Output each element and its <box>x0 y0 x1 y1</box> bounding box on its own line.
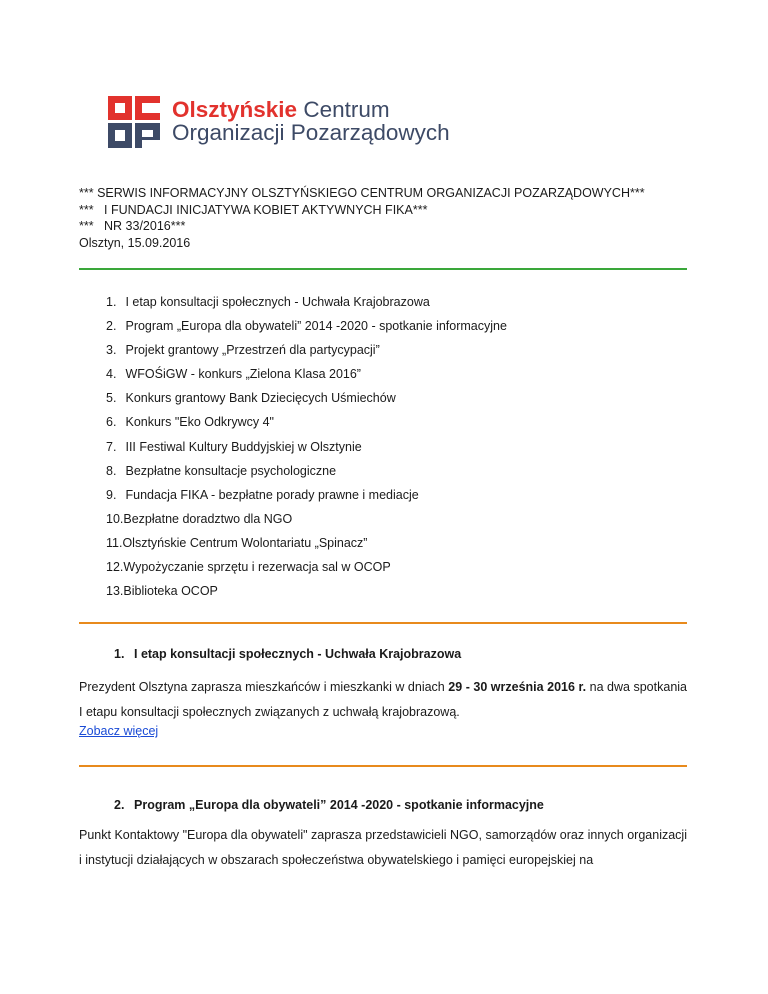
logo-line1-bold: Olsztyńskie <box>172 97 298 122</box>
ocop-logo <box>108 96 528 152</box>
see-more-link[interactable]: Zobacz więcej <box>79 724 159 738</box>
toc-item[interactable]: 7. III Festiwal Kultury Buddyjskiej w Olsztynie <box>106 439 362 454</box>
toc-item[interactable]: 11.Olsztyńskie Centrum Wolontariatu „Spinacz” <box>106 535 368 550</box>
toc-item[interactable]: 2. Program „Europa dla obywateli” 2014 -2020 - spotkanie informacyjne <box>106 319 507 334</box>
section-1-dates: 29 - 30 września 2016 r. <box>448 680 587 694</box>
section-2-paragraph: Punkt Kontaktowy "Europa dla obywateli" zaprasza przedstawicieli NGO, samorządów oraz innych organizacji i instytucji działających w obszarach społeczeństwa obywatelskiego i pamięci europejskiej na <box>79 828 687 867</box>
orange-divider-1 <box>79 622 687 624</box>
toc-item[interactable]: 12.Wypożyczanie sprzętu i rezerwacja sal w OCOP <box>106 560 391 575</box>
ocop-logo-mark <box>108 96 160 148</box>
section-1-title: 1. I etap konsultacji społecznych - Uchwała Krajobrazowa <box>114 647 462 661</box>
toc-item[interactable]: 6. Konkurs "Eko Odkrywcy 4" <box>106 415 274 430</box>
toc-item[interactable]: 9. Fundacja FIKA - bezpłatne porady prawne i mediacje <box>106 487 419 502</box>
header-line-1: *** SERWIS INFORMACYJNY OLSZTYŃSKIEGO CENTRUM ORGANIZACJI POZARZĄDOWYCH*** <box>79 186 645 200</box>
logo-line2: Organizacji Pozarządowych <box>172 120 450 145</box>
toc-item[interactable]: 8. Bezpłatne konsultacje psychologiczne <box>106 463 337 478</box>
orange-divider-2 <box>79 765 687 767</box>
toc-item[interactable]: 5. Konkurs grantowy Bank Dziecięcych Uśmiechów <box>106 391 396 406</box>
header-date: Olsztyn, 15.09.2016 <box>79 235 191 250</box>
table-of-contents <box>106 290 507 603</box>
logo-line1-rest: Centrum <box>297 97 390 122</box>
green-divider <box>79 268 687 270</box>
toc-item[interactable]: 1. I etap konsultacji społecznych - Uchwała Krajobrazowa <box>106 295 430 309</box>
toc-item[interactable]: 13.Biblioteka OCOP <box>106 584 218 599</box>
section-1-paragraph: Prezydent Olsztyna zaprasza mieszkańców i mieszkanki w dniach 29 - 30 września 2016 r. na dwa spotkania I etapu konsultacji społecznych związanych z uchwałą krajobrazową. <box>79 680 687 719</box>
logo-text <box>172 98 450 144</box>
section-2-title: 2. Program „Europa dla obywateli” 2014 -2020 - spotkanie informacyjne <box>114 798 544 812</box>
toc-item[interactable]: 4. WFOŚiGW - konkurs „Zielona Klasa 2016” <box>106 367 361 382</box>
header-line-2: *** I FUNDACJI INICJATYWA KOBIET AKTYWNYCH FIKA*** <box>79 202 428 217</box>
header-line-3: *** NR 33/2016*** <box>79 219 186 233</box>
newsletter-header <box>79 185 645 251</box>
toc-item[interactable]: 10.Bezpłatne doradztwo dla NGO <box>106 511 293 526</box>
toc-item[interactable]: 3. Projekt grantowy „Przestrzeń dla partycypacji” <box>106 343 380 358</box>
